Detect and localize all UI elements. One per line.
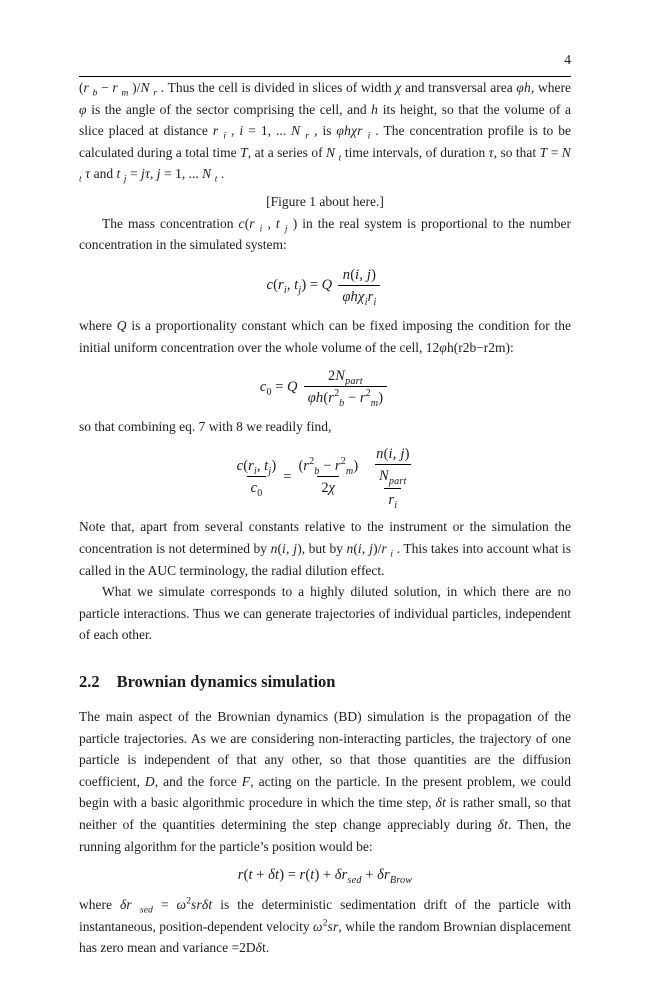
fraction-lhs [233, 457, 281, 500]
equation-c0 [79, 367, 571, 410]
fraction-numerator: $c(r_i$, $t_j$) [236, 458, 277, 477]
fraction-denominator: $\varphi h\chi_ir_i$ [338, 285, 380, 306]
paragraph-so-that: so that combining eq. 7 with 8 we readily find, [79, 419, 332, 435]
fraction-denominator: 2χ [317, 476, 339, 497]
paragraph-where-q: where Q is a proportionality constant which can be fixed imposing the condition for the initial uniform concentration over the whole volume of the cell, 12φh(r2b−r2m): [79, 318, 571, 355]
paragraph-mass-concentration: The mass concentration c(r $_i$ , t $_j$ ) in the real system is proportional to the number concentration in the simulated system: [79, 215, 571, 253]
fraction-denominator: $c_0$ [247, 476, 267, 497]
paragraph-main-aspect: The main aspect of the Brownian dynamics (BD) simulation is the propagation of the particle trajectories. As we are considering non-interacting particles, the trajectory of one particle is independent of that any other, so that those quantities are the diffusion coefficient, D, and the force F, acting on the particle. In the present problem, we could begin with a basic algorithmic procedure in which the time step, δt is rather small, so that neither of the quantities determining the step change appreciably during δt. Then, the running algorithm for the particle’s position would be: [79, 708, 572, 854]
fraction-nested [368, 445, 417, 512]
paragraph-note: Note that, apart from several constants relative to the instrument or the simulation the concentration is not determined by n(i, j), but by n(i, j)/r $_i$ . This takes into account what is called in the AUC terminology, the radial dilution effect. [79, 519, 572, 578]
section-heading [79, 672, 571, 692]
fraction-denominator: $\varphi h(r^2_b - r^2_m)$ [304, 386, 387, 407]
fraction-numerator: n(i, j) [376, 446, 410, 463]
equation-lhs: $c_0 = Q$ [259, 378, 298, 398]
page-number: 4 [564, 52, 571, 67]
section-number: 2.2 [79, 671, 100, 691]
paper-page [79, 0, 571, 959]
section-title: Brownian dynamics simulation [116, 671, 336, 691]
fraction [338, 266, 380, 306]
equation-body: $r(t + \delta t) = r(t) + \delta r_{sed} + \delta r_{Brow}$ [237, 867, 413, 887]
fraction [304, 367, 387, 410]
figure-placeholder: [Figure 1 about here.] [266, 193, 384, 209]
fraction-numerator: $(r^2_b - r^2_m)$ [298, 456, 359, 477]
equation-lhs: $c(r_i$, $t_j) = Q$ [266, 277, 333, 297]
equals-sign: = [283, 468, 292, 485]
equation-concentration [79, 266, 571, 306]
equation-ratio [79, 445, 571, 512]
fraction-numerator: n(i, j) [342, 266, 376, 283]
fraction-inner [372, 445, 413, 488]
fraction-denominator: $r_i$ [384, 488, 401, 509]
paragraph-what-we-simulate: What we simulate corresponds to a highly diluted solution, in which there are no particle interactions. Thus we can generate trajectories of individual particles, independent of each other. [79, 584, 571, 643]
fraction-radii [294, 457, 362, 497]
fraction-numerator: $2N_{part}$ [327, 368, 363, 388]
paragraph-continuation: (r $_b$ − r $_m$ )/N $_r$ . Thus the cell is divided in slices of width χ and transversal area φh, where φ is the angle of the sector comprising the cell, and h its height, so that the volume of a slice placed at distance r $_i$ , i = 1, ... N $_r$ , is φhχr $_i$ . The concentration profile is to be calculated during a total time T, at a series of N $_t$ time intervals, of duration τ, so that T = N $_t$ τ and t $_j$ = jτ, j = 1, ... N $_t$ . [79, 80, 572, 186]
fraction-denominator: $N_{part}$ [375, 464, 411, 485]
paragraph-where-dr: where δr $_{sed} = \omega^2sr\delta t$ is the deterministic sedimentation drift of the particle with instantaneous, position-dependent velocity $\omega^2sr$, while the random Brownian displacement has zero mean and variance =2Dδt. [79, 896, 572, 956]
fraction-numerator [368, 445, 417, 488]
equation-position [79, 867, 571, 887]
